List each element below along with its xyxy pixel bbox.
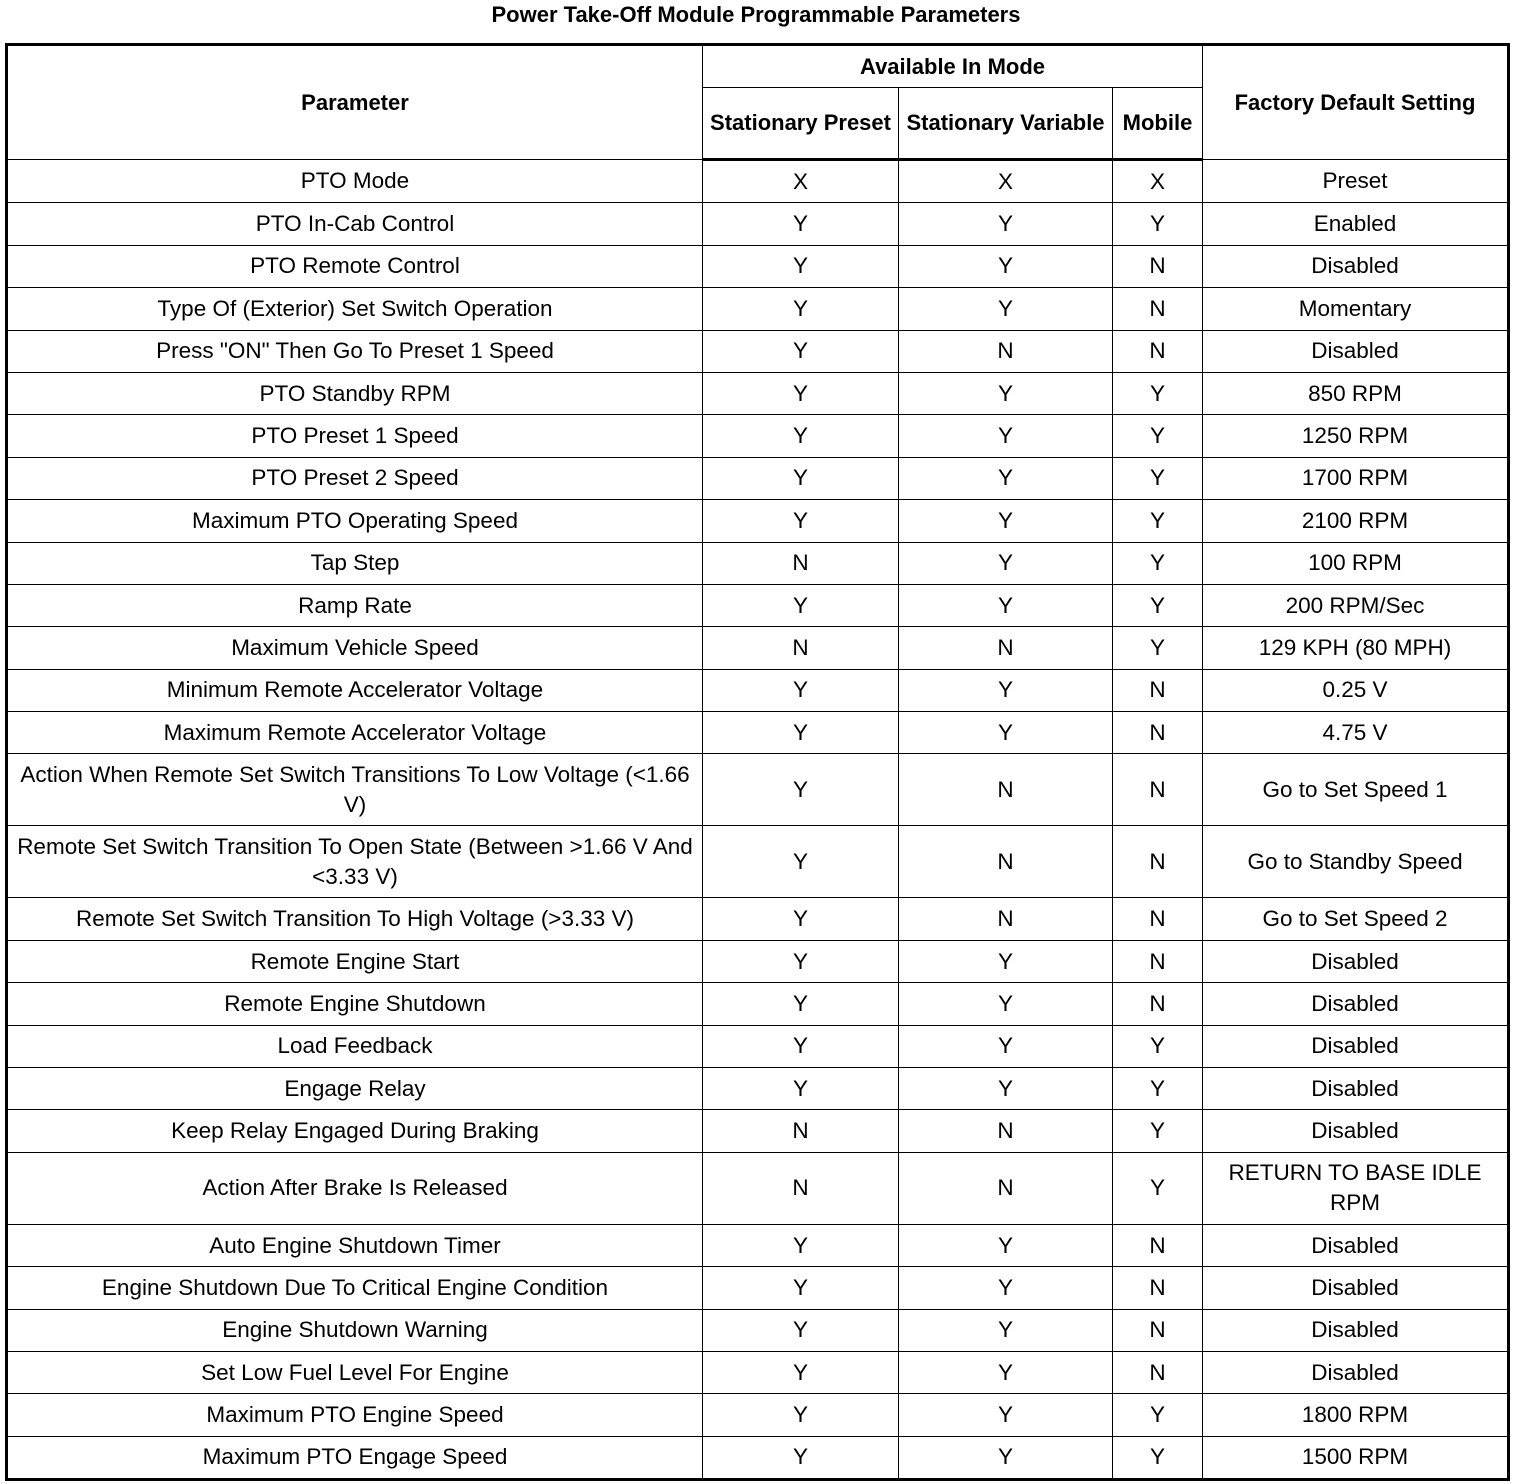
parameter-cell: Maximum Vehicle Speed xyxy=(7,627,703,669)
mobile-cell: N xyxy=(1113,898,1203,940)
stationary-variable-cell: Y xyxy=(899,584,1113,626)
factory-default-cell: 0.25 V xyxy=(1203,669,1509,711)
stationary-preset-cell: Y xyxy=(703,203,899,245)
mobile-cell: N xyxy=(1113,1224,1203,1266)
table-row xyxy=(7,712,1509,754)
parameter-cell: Set Low Fuel Level For Engine xyxy=(7,1351,703,1393)
table-row xyxy=(7,288,1509,330)
factory-default-cell: Disabled xyxy=(1203,1110,1509,1152)
mobile-cell: N xyxy=(1113,1267,1203,1309)
table-row xyxy=(7,1436,1509,1479)
factory-default-header: Factory Default Setting xyxy=(1203,45,1509,160)
stationary-variable-cell: N xyxy=(899,898,1113,940)
stationary-variable-cell: Y xyxy=(899,372,1113,414)
factory-default-cell: Go to Set Speed 2 xyxy=(1203,898,1509,940)
mobile-cell: Y xyxy=(1113,203,1203,245)
stationary-preset-cell: Y xyxy=(703,584,899,626)
stationary-preset-cell: Y xyxy=(703,1436,899,1479)
mobile-cell: N xyxy=(1113,940,1203,982)
stationary-preset-cell: Y xyxy=(703,245,899,287)
mobile-cell: Y xyxy=(1113,1394,1203,1436)
parameter-cell: Remote Set Switch Transition To Open State (Between >1.66 V And <3.33 V) xyxy=(7,826,703,898)
table-row xyxy=(7,1394,1509,1436)
stationary-preset-cell: Y xyxy=(703,1394,899,1436)
stationary-variable-cell: Y xyxy=(899,245,1113,287)
header-row xyxy=(7,45,1509,88)
mobile-cell: N xyxy=(1113,330,1203,372)
mobile-cell: N xyxy=(1113,288,1203,330)
factory-default-cell: 1700 RPM xyxy=(1203,457,1509,499)
stationary-preset-header: Stationary Preset xyxy=(703,88,899,160)
table-body xyxy=(7,160,1509,1480)
stationary-preset-cell: Y xyxy=(703,754,899,826)
factory-default-cell: Disabled xyxy=(1203,1025,1509,1067)
table-row xyxy=(7,940,1509,982)
parameter-cell: Tap Step xyxy=(7,542,703,584)
factory-default-cell: 1250 RPM xyxy=(1203,415,1509,457)
stationary-variable-cell: Y xyxy=(899,542,1113,584)
parameter-cell: Action After Brake Is Released xyxy=(7,1152,703,1224)
stationary-preset-cell: Y xyxy=(703,826,899,898)
factory-default-cell: Go to Set Speed 1 xyxy=(1203,754,1509,826)
mobile-cell: Y xyxy=(1113,1025,1203,1067)
table-row xyxy=(7,754,1509,826)
mobile-cell: Y xyxy=(1113,372,1203,414)
mobile-cell: N xyxy=(1113,245,1203,287)
table-row xyxy=(7,160,1509,203)
mobile-cell: Y xyxy=(1113,1068,1203,1110)
stationary-preset-cell: Y xyxy=(703,940,899,982)
parameter-cell: Engine Shutdown Warning xyxy=(7,1309,703,1351)
stationary-preset-cell: N xyxy=(703,542,899,584)
table-row xyxy=(7,1068,1509,1110)
stationary-preset-cell: Y xyxy=(703,983,899,1025)
table-row xyxy=(7,983,1509,1025)
factory-default-cell: 850 RPM xyxy=(1203,372,1509,414)
parameter-cell: Minimum Remote Accelerator Voltage xyxy=(7,669,703,711)
mobile-cell: N xyxy=(1113,983,1203,1025)
mobile-cell: Y xyxy=(1113,500,1203,542)
stationary-preset-cell: Y xyxy=(703,1309,899,1351)
parameter-cell: Press "ON" Then Go To Preset 1 Speed xyxy=(7,330,703,372)
factory-default-cell: 129 KPH (80 MPH) xyxy=(1203,627,1509,669)
stationary-preset-cell: Y xyxy=(703,288,899,330)
table-row xyxy=(7,542,1509,584)
stationary-variable-cell: Y xyxy=(899,500,1113,542)
stationary-variable-cell: Y xyxy=(899,1025,1113,1067)
table-row xyxy=(7,415,1509,457)
stationary-variable-cell: Y xyxy=(899,983,1113,1025)
mobile-cell: Y xyxy=(1113,457,1203,499)
stationary-variable-cell: N xyxy=(899,754,1113,826)
mobile-cell: N xyxy=(1113,712,1203,754)
mobile-cell: N xyxy=(1113,1309,1203,1351)
parameter-cell: Keep Relay Engaged During Braking xyxy=(7,1110,703,1152)
stationary-variable-cell: X xyxy=(899,160,1113,203)
stationary-preset-cell: X xyxy=(703,160,899,203)
stationary-variable-cell: N xyxy=(899,330,1113,372)
parameter-cell: Remote Engine Shutdown xyxy=(7,983,703,1025)
mobile-header: Mobile xyxy=(1113,88,1203,160)
stationary-preset-cell: Y xyxy=(703,415,899,457)
stationary-variable-cell: N xyxy=(899,1152,1113,1224)
table-row xyxy=(7,245,1509,287)
stationary-variable-header: Stationary Variable xyxy=(899,88,1113,160)
factory-default-cell: Disabled xyxy=(1203,330,1509,372)
stationary-variable-cell: N xyxy=(899,826,1113,898)
factory-default-cell: 4.75 V xyxy=(1203,712,1509,754)
mobile-cell: N xyxy=(1113,669,1203,711)
factory-default-cell: Disabled xyxy=(1203,1351,1509,1393)
mobile-cell: Y xyxy=(1113,1110,1203,1152)
table-row xyxy=(7,1267,1509,1309)
stationary-preset-cell: N xyxy=(703,1110,899,1152)
stationary-preset-cell: N xyxy=(703,1152,899,1224)
table-row xyxy=(7,457,1509,499)
parameter-cell: Maximum PTO Operating Speed xyxy=(7,500,703,542)
table-row xyxy=(7,1152,1509,1224)
stationary-variable-cell: Y xyxy=(899,1394,1113,1436)
parameter-cell: PTO Remote Control xyxy=(7,245,703,287)
stationary-preset-cell: Y xyxy=(703,500,899,542)
stationary-preset-cell: Y xyxy=(703,372,899,414)
stationary-preset-cell: Y xyxy=(703,669,899,711)
stationary-variable-cell: Y xyxy=(899,712,1113,754)
stationary-variable-cell: Y xyxy=(899,669,1113,711)
stationary-preset-cell: N xyxy=(703,627,899,669)
factory-default-cell: Preset xyxy=(1203,160,1509,203)
parameter-cell: Engine Shutdown Due To Critical Engine Condition xyxy=(7,1267,703,1309)
factory-default-cell: Momentary xyxy=(1203,288,1509,330)
mobile-cell: N xyxy=(1113,754,1203,826)
mobile-cell: X xyxy=(1113,160,1203,203)
parameter-cell: Action When Remote Set Switch Transitions To Low Voltage (<1.66 V) xyxy=(7,754,703,826)
stationary-variable-cell: Y xyxy=(899,1309,1113,1351)
parameter-cell: PTO In-Cab Control xyxy=(7,203,703,245)
parameter-cell: Maximum Remote Accelerator Voltage xyxy=(7,712,703,754)
parameter-cell: PTO Preset 2 Speed xyxy=(7,457,703,499)
factory-default-cell: 100 RPM xyxy=(1203,542,1509,584)
stationary-variable-cell: Y xyxy=(899,1068,1113,1110)
stationary-preset-cell: Y xyxy=(703,1068,899,1110)
factory-default-cell: Disabled xyxy=(1203,1224,1509,1266)
parameter-cell: Auto Engine Shutdown Timer xyxy=(7,1224,703,1266)
parameter-cell: PTO Mode xyxy=(7,160,703,203)
factory-default-cell: Disabled xyxy=(1203,983,1509,1025)
parameter-cell: Maximum PTO Engine Speed xyxy=(7,1394,703,1436)
mobile-cell: Y xyxy=(1113,1436,1203,1479)
stationary-variable-cell: Y xyxy=(899,1351,1113,1393)
mobile-cell: Y xyxy=(1113,627,1203,669)
parameter-cell: Ramp Rate xyxy=(7,584,703,626)
parameter-cell: PTO Standby RPM xyxy=(7,372,703,414)
table-row xyxy=(7,1110,1509,1152)
stationary-preset-cell: Y xyxy=(703,1224,899,1266)
factory-default-cell: Enabled xyxy=(1203,203,1509,245)
page-title: Power Take-Off Module Programmable Parameters xyxy=(491,2,1021,27)
stationary-preset-cell: Y xyxy=(703,1267,899,1309)
parameter-cell: Type Of (Exterior) Set Switch Operation xyxy=(7,288,703,330)
parameter-header: Parameter xyxy=(7,45,703,160)
stationary-variable-cell: Y xyxy=(899,1267,1113,1309)
parameter-cell: Engage Relay xyxy=(7,1068,703,1110)
mobile-cell: Y xyxy=(1113,1152,1203,1224)
factory-default-cell: RETURN TO BASE IDLE RPM xyxy=(1203,1152,1509,1224)
table-row xyxy=(7,669,1509,711)
table-row xyxy=(7,330,1509,372)
stationary-variable-cell: Y xyxy=(899,1224,1113,1266)
factory-default-cell: Go to Standby Speed xyxy=(1203,826,1509,898)
stationary-preset-cell: Y xyxy=(703,457,899,499)
stationary-variable-cell: N xyxy=(899,1110,1113,1152)
table-row xyxy=(7,1351,1509,1393)
mobile-cell: N xyxy=(1113,826,1203,898)
table-row xyxy=(7,372,1509,414)
factory-default-cell: Disabled xyxy=(1203,1068,1509,1110)
table-row xyxy=(7,203,1509,245)
factory-default-cell: Disabled xyxy=(1203,940,1509,982)
factory-default-cell: Disabled xyxy=(1203,245,1509,287)
table-row xyxy=(7,500,1509,542)
parameters-table xyxy=(5,43,1510,1481)
mobile-cell: Y xyxy=(1113,415,1203,457)
table-row xyxy=(7,1025,1509,1067)
stationary-variable-cell: Y xyxy=(899,1436,1113,1479)
stationary-preset-cell: Y xyxy=(703,330,899,372)
stationary-variable-cell: Y xyxy=(899,203,1113,245)
table-row xyxy=(7,1309,1509,1351)
factory-default-cell: 1500 RPM xyxy=(1203,1436,1509,1479)
mobile-cell: Y xyxy=(1113,542,1203,584)
stationary-variable-cell: Y xyxy=(899,288,1113,330)
table-header xyxy=(7,45,1509,160)
table-row xyxy=(7,584,1509,626)
table-row xyxy=(7,1224,1509,1266)
parameter-cell: Remote Set Switch Transition To High Voltage (>3.33 V) xyxy=(7,898,703,940)
mobile-cell: N xyxy=(1113,1351,1203,1393)
factory-default-cell: 200 RPM/Sec xyxy=(1203,584,1509,626)
parameter-cell: Load Feedback xyxy=(7,1025,703,1067)
parameter-cell: Remote Engine Start xyxy=(7,940,703,982)
available-in-mode-header: Available In Mode xyxy=(703,45,1203,88)
stationary-preset-cell: Y xyxy=(703,1351,899,1393)
mobile-cell: Y xyxy=(1113,584,1203,626)
stationary-variable-cell: Y xyxy=(899,940,1113,982)
stationary-preset-cell: Y xyxy=(703,1025,899,1067)
parameter-cell: Maximum PTO Engage Speed xyxy=(7,1436,703,1479)
stationary-variable-cell: Y xyxy=(899,415,1113,457)
stationary-variable-cell: N xyxy=(899,627,1113,669)
table-row xyxy=(7,826,1509,898)
table-row xyxy=(7,898,1509,940)
parameter-cell: PTO Preset 1 Speed xyxy=(7,415,703,457)
factory-default-cell: Disabled xyxy=(1203,1309,1509,1351)
stationary-variable-cell: Y xyxy=(899,457,1113,499)
factory-default-cell: 1800 RPM xyxy=(1203,1394,1509,1436)
table-row xyxy=(7,627,1509,669)
stationary-preset-cell: Y xyxy=(703,898,899,940)
factory-default-cell: Disabled xyxy=(1203,1267,1509,1309)
stationary-preset-cell: Y xyxy=(703,712,899,754)
factory-default-cell: 2100 RPM xyxy=(1203,500,1509,542)
